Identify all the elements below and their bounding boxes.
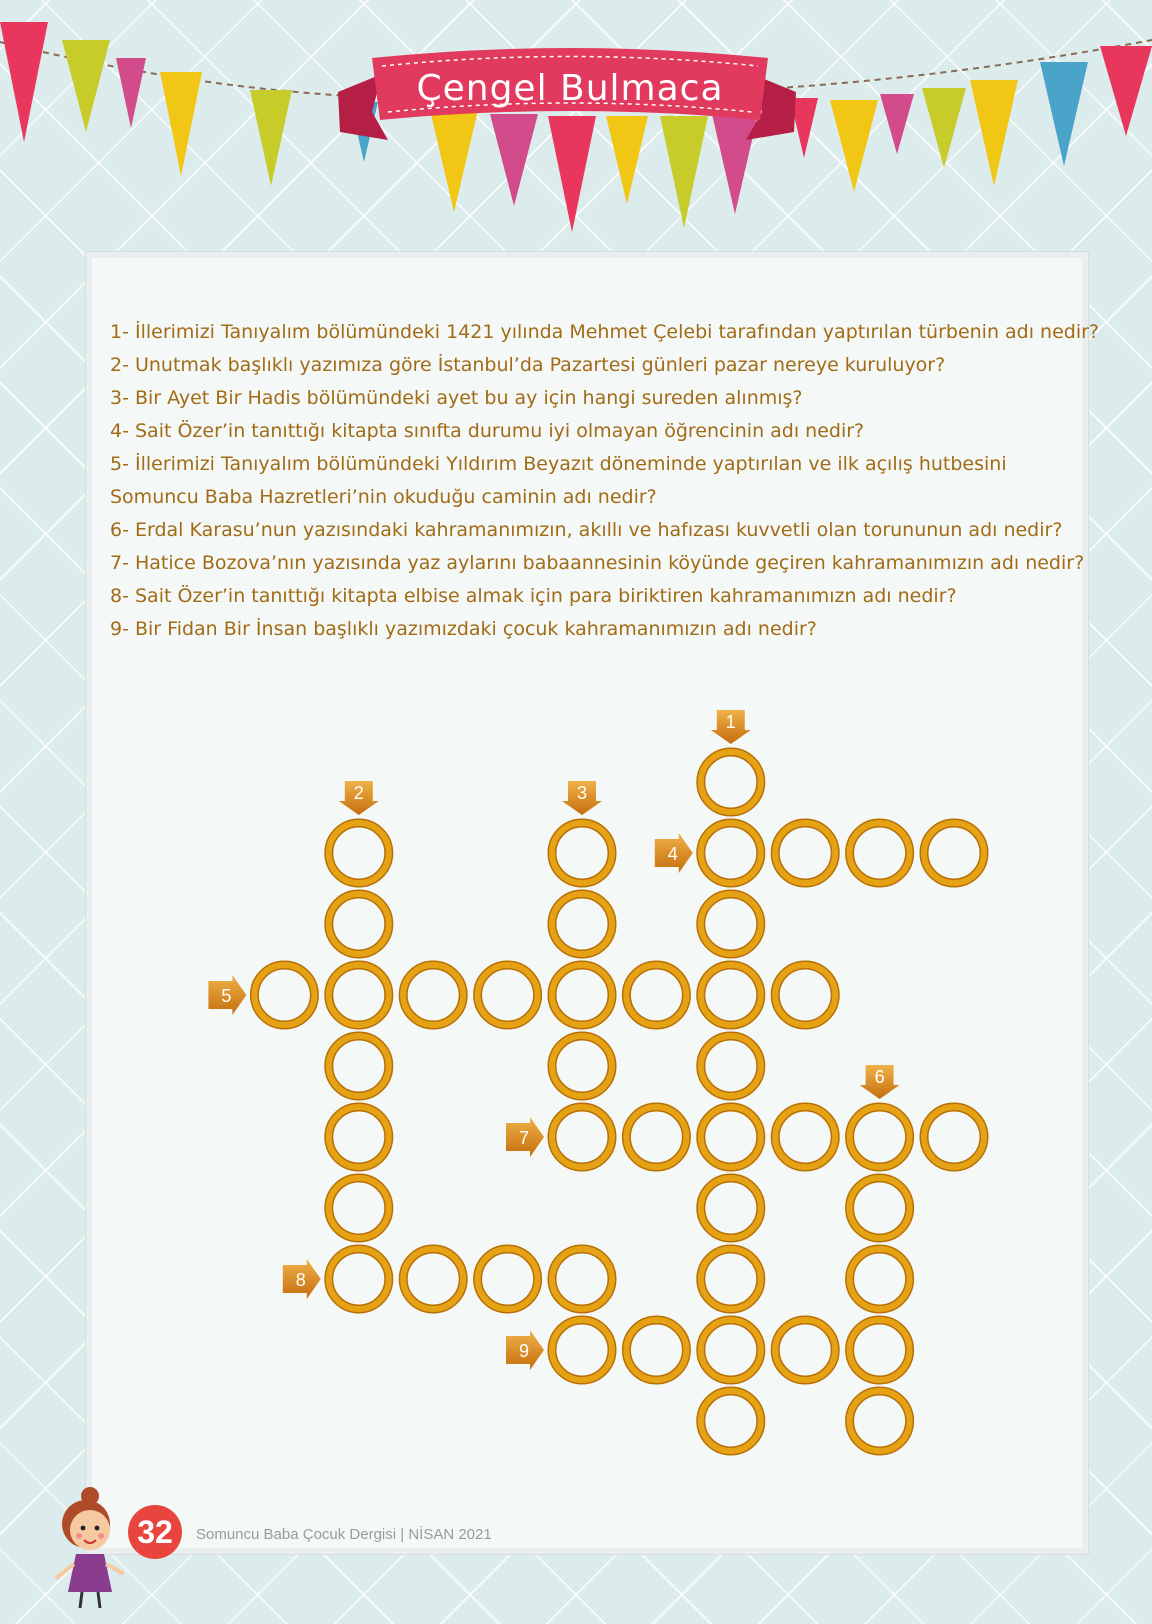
bunting-flag [250, 90, 292, 186]
crossword-cell-ring [850, 1249, 910, 1309]
crossword-cell-ring [775, 1107, 835, 1167]
crossword-cell-ring [329, 823, 389, 883]
bunting-flag [606, 116, 648, 204]
girl-mascot-icon [48, 1474, 132, 1614]
bunting-flag [62, 40, 110, 132]
clue-line: 9- Bir Fidan Bir İnsan başlıklı yazımızdaki çocuk kahramanımızın adı nedir? [110, 618, 817, 640]
crossword-cell-ring [701, 1107, 761, 1167]
page-title: Çengel Bulmaca [416, 68, 724, 109]
bunting-flag [922, 88, 966, 168]
crossword-cell-ring [924, 823, 984, 883]
crossword-cell-ring [850, 1391, 910, 1451]
clue-line: 4- Sait Özer’in tanıttığı kitapta sınıfta durumu iyi olmayan öğrencinin adı nedir? [110, 420, 865, 442]
clue-number: 5 [221, 986, 232, 1006]
magazine-footer: Somuncu Baba Çocuk Dergisi | NİSAN 2021 [196, 1526, 492, 1543]
crossword-cell-ring [329, 965, 389, 1025]
clue-line: 1- İllerimizi Tanıyalım bölümündeki 1421 yılında Mehmet Çelebi tarafından yaptırılan türbenin adı nedir? [110, 321, 1100, 343]
crossword-cell-ring [850, 823, 910, 883]
crossword-cell-ring [850, 1107, 910, 1167]
clue-number-marker [283, 1259, 321, 1299]
clue-line: 2- Unutmak başlıklı yazımıza göre İstanbul’da Pazartesi günleri pazar nereye kuruluyor? [110, 354, 946, 376]
clue-number: 7 [518, 1128, 530, 1148]
crossword-cell-ring [626, 965, 686, 1025]
clue-line: 6- Erdal Karasu’nun yazısındaki kahramanımızın, akıllı ve hafızası kuvvetli olan torununun adı nedir? [110, 519, 1063, 541]
crossword-cell-ring [552, 1107, 612, 1167]
clue-list [110, 316, 1100, 646]
clue-line: 5- İllerimizi Tanıyalım bölümündeki Yıldırım Beyazıt döneminde yaptırılan ve ilk açılış hutbesini [110, 453, 1007, 475]
crossword-cell-ring [552, 823, 612, 883]
crossword-cell-ring [329, 894, 389, 954]
crossword-cell-ring [626, 1320, 686, 1380]
crossword-cell-ring [403, 965, 463, 1025]
clue-number: 9 [518, 1341, 530, 1361]
bunting-flag [970, 80, 1018, 186]
clue-number-marker [860, 1065, 900, 1099]
crossword-cell-ring [701, 752, 761, 812]
crossword-cell-ring [701, 1320, 761, 1380]
clue-number: 2 [353, 783, 364, 803]
crossword-grid [0, 690, 1152, 1480]
clue-number-marker [506, 1330, 544, 1370]
crossword-cell-ring [701, 823, 761, 883]
clue-number-marker [506, 1117, 544, 1157]
crossword-cell-ring [775, 965, 835, 1025]
clue-number-marker [655, 833, 693, 873]
clue-line: 7- Hatice Bozova’nın yazısında yaz aylarını babaannesinin köyünde geçiren kahramanımızın adı nedir? [110, 552, 1085, 574]
bunting-flag [0, 22, 48, 142]
crossword-cell-ring [552, 1036, 612, 1096]
bunting-flag [430, 110, 478, 212]
bunting-flag [548, 116, 596, 232]
bunting-flag [880, 94, 914, 154]
bunting-flag [1040, 62, 1088, 166]
crossword-cell-ring [552, 894, 612, 954]
crossword-cell-ring [552, 965, 612, 1025]
crossword-cell-ring [850, 1320, 910, 1380]
page-number-badge: 32 [128, 1505, 182, 1559]
crossword-cell-ring [701, 1391, 761, 1451]
crossword-cell-ring [626, 1107, 686, 1167]
bunting-flag [660, 116, 708, 228]
clue-number-marker [339, 781, 379, 815]
clue-line: 3- Bir Ayet Bir Hadis bölümündeki ayet bu ay için hangi sureden alınmış? [110, 387, 803, 409]
crossword-cell-ring [775, 823, 835, 883]
bunting-flag [712, 114, 758, 214]
bunting-flag [830, 100, 878, 192]
crossword-cell-ring [329, 1107, 389, 1167]
crossword-cell-ring [701, 1036, 761, 1096]
crossword-cell-ring [254, 965, 314, 1025]
crossword-cell-ring [478, 965, 538, 1025]
bunting-banner [0, 0, 1152, 250]
clue-number: 6 [874, 1067, 885, 1087]
crossword-cell-ring [701, 1249, 761, 1309]
clue-line: 8- Sait Özer’in tanıttığı kitapta elbise almak için para biriktiren kahramanımızn adı nedir? [110, 585, 957, 607]
bunting-flag [116, 58, 146, 128]
clue-number: 3 [576, 783, 588, 803]
crossword-cell-ring [701, 1178, 761, 1238]
crossword-cell-ring [850, 1178, 910, 1238]
clue-number-marker [562, 781, 602, 815]
crossword-cell-ring [552, 1320, 612, 1380]
bunting-flag [490, 114, 538, 206]
clue-number: 8 [295, 1270, 306, 1290]
clue-line: Somuncu Baba Hazretleri’nin okuduğu caminin adı nedir? [110, 486, 657, 508]
bunting-flag [160, 72, 202, 176]
crossword-cell-ring [478, 1249, 538, 1309]
crossword-cell-ring [329, 1178, 389, 1238]
crossword-cell-ring [329, 1036, 389, 1096]
crossword-cell-ring [403, 1249, 463, 1309]
clue-number-marker [711, 710, 751, 744]
crossword-cell-ring [924, 1107, 984, 1167]
crossword-cell-ring [701, 965, 761, 1025]
clue-number-marker [208, 975, 246, 1015]
clue-number: 1 [725, 712, 736, 732]
crossword-cell-ring [329, 1249, 389, 1309]
bunting-flag [1100, 46, 1152, 136]
crossword-cell-ring [552, 1249, 612, 1309]
crossword-cell-ring [775, 1320, 835, 1380]
clue-number: 4 [667, 844, 678, 864]
crossword-cell-ring [701, 894, 761, 954]
